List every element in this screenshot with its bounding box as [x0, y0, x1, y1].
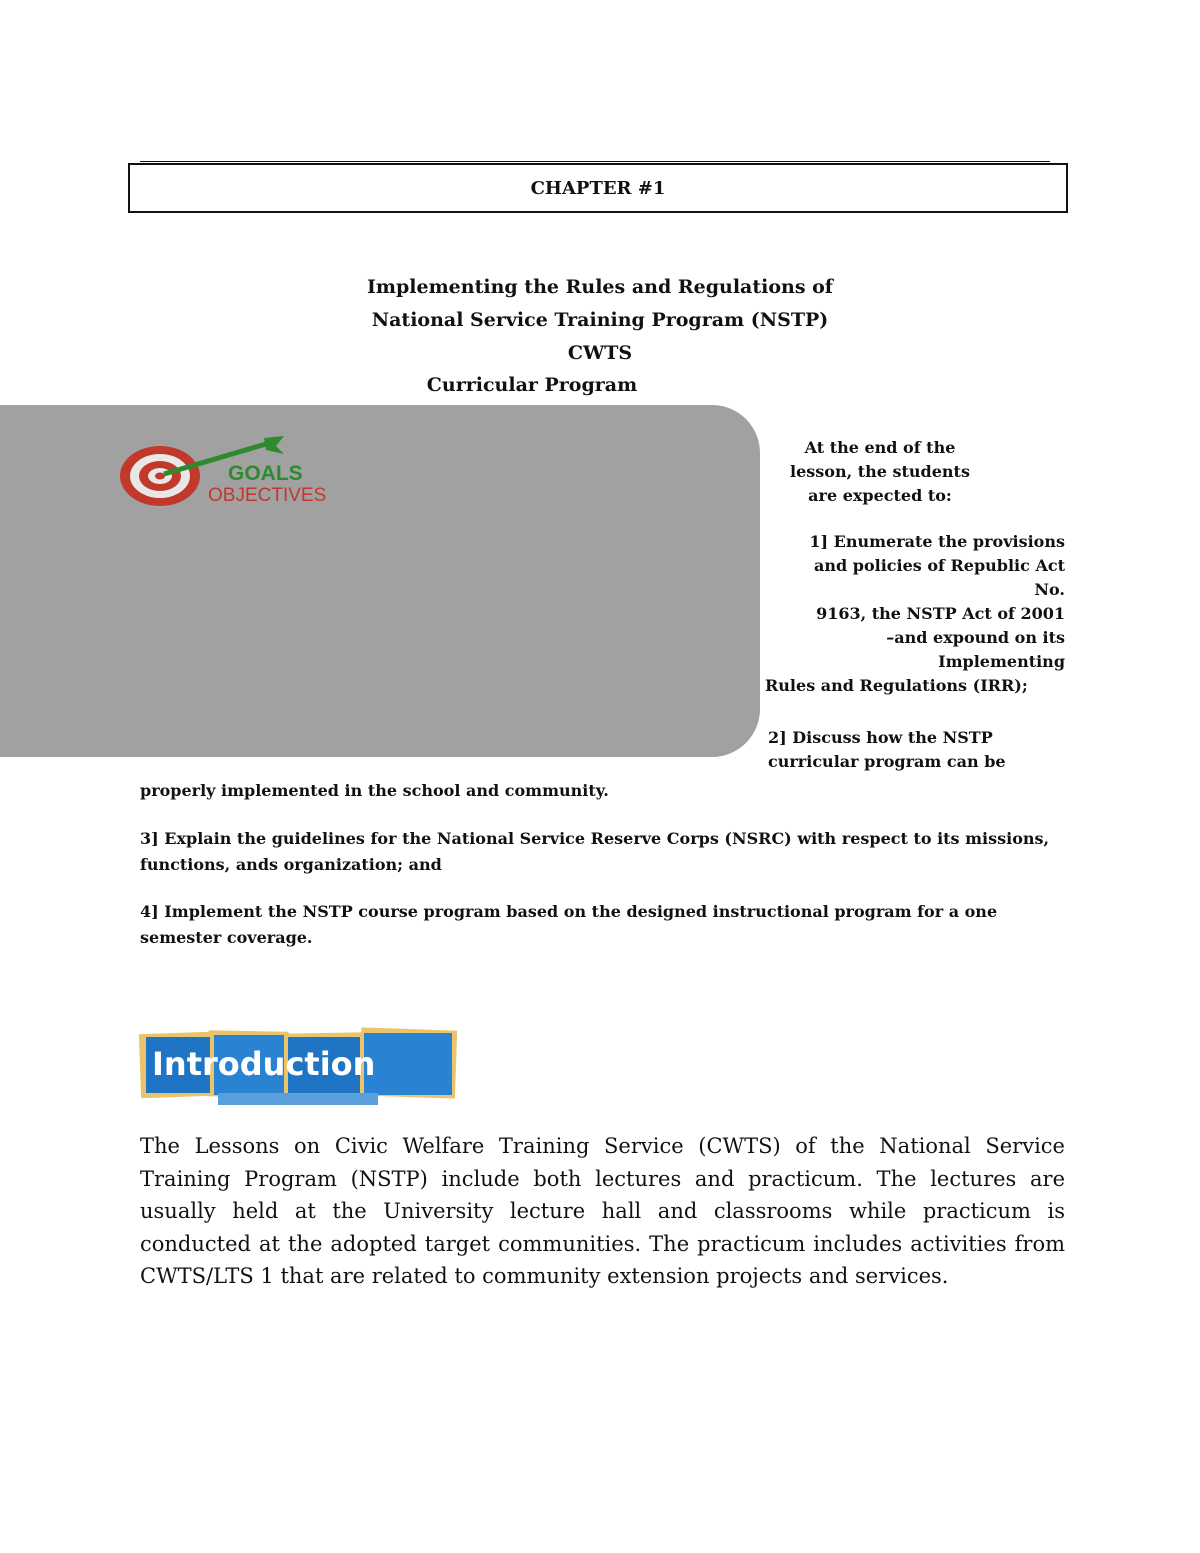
goals-word: GOALS — [228, 462, 303, 485]
objective-1-line: No. — [1034, 580, 1065, 599]
introduction-label: Introduction — [152, 1045, 376, 1083]
objective-2-continued: properly implemented in the school and community. — [140, 781, 609, 800]
objective-1-line: –and expound on its — [886, 628, 1065, 647]
objectives-intro-line: At the end of the — [804, 438, 956, 457]
objectives-intro — [775, 436, 985, 508]
objective-item-3: 3] Explain the guidelines for the National Service Reserve Corps (NSRC) with respect to its missions, functions, ands organization; and — [140, 829, 1050, 874]
objectives-intro-line: are expected to: — [808, 486, 952, 505]
objective-item-2 — [768, 726, 1068, 774]
title-line-2: National Service Training Program (NSTP) — [371, 309, 829, 331]
goals-objectives-logo — [116, 432, 366, 512]
objective-1-line: 9163, the NSTP Act of 2001 — [816, 604, 1065, 623]
objectives-intro-line: lesson, the students — [790, 462, 970, 481]
objective-item-4: 4] Implement the NSTP course program based on the designed instructional program for a one semester coverage. — [140, 902, 998, 947]
title-line-4: Curricular Program — [426, 374, 638, 396]
objectives-word: OBJECTIVES — [208, 485, 327, 506]
objective-2-line: curricular program can be — [768, 752, 1006, 771]
title-line-3: CWTS — [567, 342, 633, 364]
target-icon — [120, 446, 200, 506]
gray-panel — [0, 405, 760, 757]
top-rule — [140, 161, 1050, 162]
title-line-1: Implementing the Rules and Regulations of — [367, 276, 833, 298]
objective-1-line: and policies of Republic Act — [814, 556, 1065, 575]
objective-1-line: 1] Enumerate the provisions — [809, 532, 1065, 551]
introduction-banner — [138, 1025, 460, 1125]
objective-1-line: Rules and Regulations (IRR); — [765, 676, 1028, 695]
introduction-paragraph: The Lessons on Civic Welfare Training Service (CWTS) of the National Service Training Program (NSTP) include both lectures and practicum. The lectures are usually held at the University lecture hall and classrooms while practicum is conducted at the adopted target communities. The practicum includes activities from CWTS/LTS 1 that are related to community extension projects and services. — [140, 1134, 1065, 1288]
objective-1-line: Implementing — [938, 652, 1065, 671]
objective-2-line: 2] Discuss how the NSTP — [768, 728, 993, 747]
chapter-heading-box — [128, 163, 1068, 213]
objective-item-1 — [765, 530, 1065, 698]
chapter-label: CHAPTER #1 — [530, 177, 666, 199]
